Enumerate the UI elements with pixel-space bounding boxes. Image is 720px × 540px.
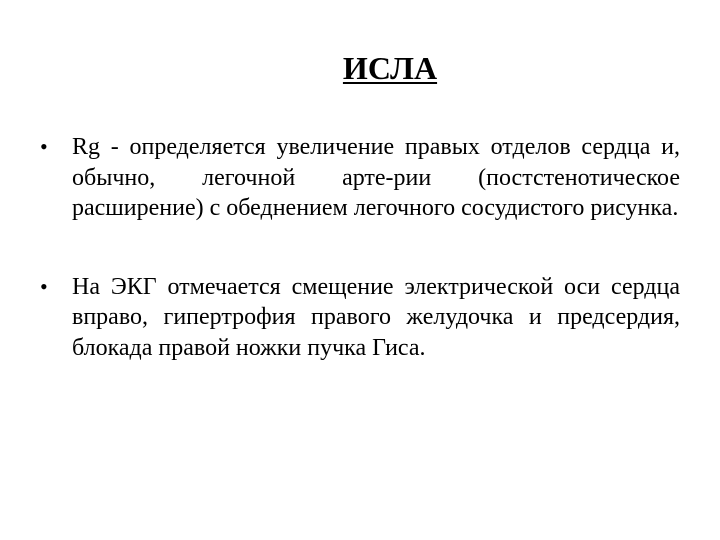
bullet-icon: • [40, 273, 48, 299]
bullet-item [40, 272, 680, 364]
bullet-icon: • [40, 134, 48, 159]
bullet-text: На ЭКГ отмечается смещение электрической оси сердца вправо, гипертрофия правого желудочка и предсердия, блокада правой ножки пучка Гиса. [72, 273, 680, 361]
bullet-item [40, 132, 680, 224]
bullet-text: Rg - определяется увеличение правых отделов сердца и, обычно, легочной арте-рии (постстенотическое расширение) с обеднением легочного сосудистого рисунка. [72, 134, 680, 221]
bullet-list [40, 132, 680, 363]
slide-title [0, 48, 720, 88]
slide-title-text: ИСЛА [342, 50, 438, 86]
